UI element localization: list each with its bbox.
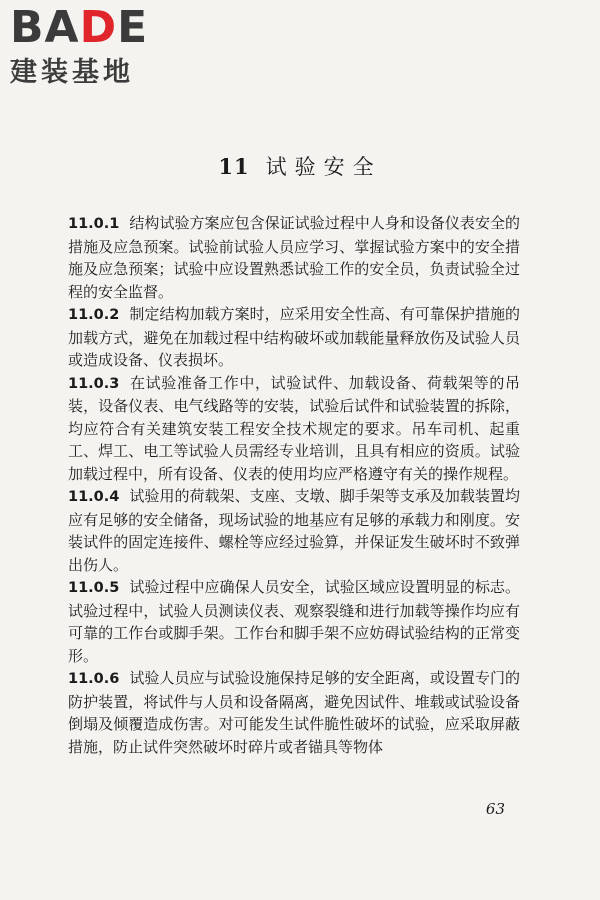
logo-wordmark — [10, 4, 190, 52]
page-number: 63 — [485, 800, 505, 818]
chapter-body — [68, 212, 520, 758]
clause-number: 11.0.4 — [68, 489, 120, 505]
chapter-title: 试验安全 — [265, 155, 382, 179]
clause-text: 试验人员应与试验设施保持足够的安全距离，或设置专门的防护装置，将试件与人员和设备隔离，避免因试件、堆载或试验设备倒塌及倾覆造成伤害。对可能发生试件脆性破坏的试验，应采取屏蔽措施，防止试件突然破坏时碎片或者锚具等物体 — [68, 669, 520, 756]
clause-11-0-2 — [68, 303, 520, 372]
clause-number: 11.0.5 — [68, 580, 120, 596]
clause-11-0-6 — [68, 667, 520, 758]
clause-text: 结构试验方案应包含保证试验过程中人身和设备仪表安全的措施及应急预案。试验前试验人员应学习、掌握试验方案中的安全措施及应急预案；试验中应设置熟悉试验工作的安全员，负责试验全过程的安全监督。 — [68, 214, 520, 301]
clause-number: 11.0.2 — [68, 307, 120, 323]
clause-number: 11.0.6 — [68, 671, 120, 687]
clause-11-0-5 — [68, 576, 520, 667]
clause-11-0-4 — [68, 485, 520, 576]
clause-number: 11.0.3 — [68, 375, 120, 392]
clause-text: 试验过程中应确保人员安全，试验区域应设置明显的标志。试验过程中，试验人员测读仪表、观察裂缝和进行加载等操作均应有可靠的工作台或脚手架。工作台和脚手架不应妨碍试验结构的正常变形。 — [68, 578, 520, 665]
chapter-number: 11 — [218, 154, 250, 179]
logo-subtitle: 建装基地 — [10, 57, 134, 88]
chapter-heading — [0, 152, 600, 182]
logo-word-part1: BA — [10, 2, 80, 53]
clause-text: 试验用的荷载架、支座、支墩、脚手架等支承及加载装置均应有足够的安全储备，现场试验的地基应有足够的承载力和刚度。安装试件的固定连接件、螺栓等应经过验算，并保证发生破坏时不致弹出伤人。 — [68, 487, 520, 574]
clause-number: 11.0.1 — [68, 216, 120, 232]
logo-word-part3: E — [117, 2, 149, 53]
clause-11-0-1 — [68, 212, 520, 303]
clause-text: 制定结构加载方案时，应采用安全性高、有可靠保护措施的加载方式，避免在加载过程中结构破坏或加载能量释放伤及试验人员或造成设备、仪表损坏。 — [68, 305, 520, 369]
clause-11-0-3 — [68, 372, 520, 486]
clause-text: 在试验准备工作中，试验试件、加载设备、荷载架等的吊装，设备仪表、电气线路等的安装，试验后试件和试验装置的拆除，均应符合有关建筑安装工程安全技术规定的要求。吊车司机、起重工、焊工、电工等试验人员需经专业培训，且具有相应的资质。试验加载过程中，所有设备、仪表的使用均应严格遵守有关的操作规程。 — [68, 373, 520, 483]
brand-logo — [10, 4, 190, 94]
logo-word-accent: D — [79, 2, 118, 53]
